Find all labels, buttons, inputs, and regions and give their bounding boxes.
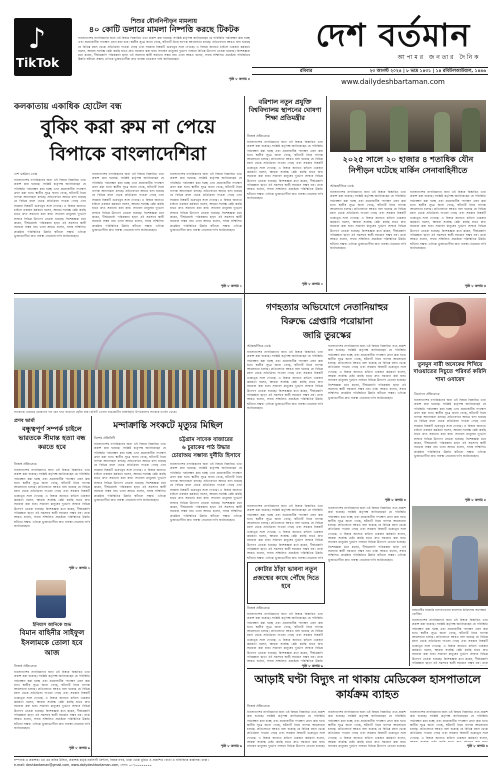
lead-kicker: কলকাতায় একাধিক হোটেল বন্ধ bbox=[14, 102, 122, 112]
monga-sub-1: চট্টগ্রাম সাবেক বাজারের bbox=[179, 437, 233, 443]
netanyahu-headline-1: গণহত্যার অভিযোগে নেতানিয়াহুর bbox=[265, 303, 389, 313]
patient-figure bbox=[452, 536, 478, 600]
monga-headline: মন্দাক্রান্তি সংকটে মৃত্যুর মিছিল bbox=[113, 421, 223, 431]
tiktok-logo bbox=[14, 18, 72, 76]
column-rule bbox=[244, 96, 245, 756]
netanyahu-byline: আন্তর্জাতিক ডেস্ক bbox=[247, 344, 271, 348]
masthead-rule-2 bbox=[252, 74, 488, 75]
tiktok-more: পৃষ্ঠা ৮ কলাম ৫ bbox=[228, 77, 250, 81]
hospital-photo bbox=[412, 506, 488, 606]
landscape-photo bbox=[14, 298, 242, 408]
hospital-col-1: বাংলাদেশের নাগরিকদের জন্য এই বিষয়ে বিস্তারিত তথ্য প্রকাশ করা হয়েছে। সংশ্লিষ্ট কর্তৃপক্ষ জানিয়েছেন যে পরিস্থিতি পর্যবেক্ষণ করা হচ্ছে এবং প্রয়োজনীয় পদক্ষেপ গ্রহণ করা হবে। স্থানীয় সূত্রে জানা গেছে, ঘটনাটি নিয়ে ব্যাপক আলোচনা চলছে। প্রতিবেদনে আরও বলা হয়েছে যে বিভিন্ন মহল থেকে প্রতিক্রিয়া পাওয়া গেছে এবং সরকার বিষয়টি গুরুত্বের সঙ্গে দেখছে। এ বিষয়ে জানতে চাইলে একজন কর্মকর্তা বলেন, আমরা সর্বোচ্চ চেষ্টা করছি যাতে দ্রুত সমাধান করা যায়। সাধারণ মানুষের দুর্ভোগ লাঘবে বিভিন্ন উদ্যোগ নেওয়া হয়েছে। bbox=[247, 710, 325, 748]
photo-caption: সাজেকে নেমেছে মেঘেদের দল যেন হাত বাড়ালে ছোঁয়া যায়। ছবিটি তোলা রাঙামাটির বাঘাইছড়ি উপজেলার সাজেক ভ্যালি থেকে। bbox=[14, 410, 178, 414]
soldier-figure bbox=[390, 106, 408, 152]
actress-hair bbox=[430, 302, 466, 326]
netanyahu-headline-2: বিরুদ্ধে গ্রেপ্তারি পরোয়ানা bbox=[280, 317, 374, 327]
lead-headline-2: বিপাকে বাংলাদেশিরা bbox=[49, 143, 207, 165]
airforce-byline: নিজস্ব প্রতিবেদক bbox=[14, 664, 37, 668]
soldier-figure bbox=[434, 112, 450, 152]
hospital-headline: আড়াই ঘণ্টা বিদ্যুৎ না থাকায় মেডিকেল হাসপাতালে কার্যক্রম ব্যাহত bbox=[254, 673, 481, 701]
actress-photo bbox=[414, 298, 486, 360]
airforce-kicker: ইনিয়াস আনিকে শুভ bbox=[32, 623, 72, 628]
us-army-byline: আন্তর্জাতিক ডেস্ক bbox=[330, 184, 354, 188]
monga-col-1: বাংলাদেশের নাগরিকদের জন্য এই বিষয়ে বিস্তারিত তথ্য প্রকাশ করা হয়েছে। সংশ্লিষ্ট কর্তৃপক্ষ জানিয়েছেন যে পরিস্থিতি পর্যবেক্ষণ করা হচ্ছে এবং প্রয়োজনীয় পদক্ষেপ গ্রহণ করা হবে। স্থানীয় সূত্রে জানা গেছে, ঘটনাটি নিয়ে ব্যাপক আলোচনা চলছে। প্রতিবেদনে আরও বলা হয়েছে যে বিভিন্ন মহল থেকে প্রতিক্রিয়া পাওয়া গেছে এবং সরকার বিষয়টি গুরুত্বের সঙ্গে দেখছে। এ বিষয়ে জানতে চাইলে একজন কর্মকর্তা বলেন, আমরা সর্বোচ্চ চেষ্টা করছি যাতে দ্রুত সমাধান করা যায়। সাধারণ মানুষের দুর্ভোগ লাঘবে বিভিন্ন উদ্যোগ নেওয়া হয়েছে। বিশেষজ্ঞরা মনে করেন, দীর্ঘমেয়াদি পরিকল্পনা ছাড়া এই সমস্যার স্থায়ী সমাধান সম্ভব নয়। তারা আরও বলেন, সবার সম্মিলিত প্রচেষ্টায় পরিস্থিতির উন্নতি ঘটানো সম্ভব। এদিকে ভুক্তভোগীরা দ্রুত ব্যবস্থা নেওয়ার দাবি জানিয়েছেন। bbox=[94, 442, 166, 502]
tiktok-icon: ♪ bbox=[28, 22, 46, 55]
masthead-title: দেশ বর্তমান bbox=[315, 16, 471, 54]
masthead-dateline: ২৩ আগস্ট ২০২৪ | ৮ ভাদ্র ১৪৩১ | ১৪ রবিউলআউয়াল, ১৪৪৬ bbox=[369, 69, 486, 74]
actress-body: বাংলাদেশের নাগরিকদের জন্য এই বিষয়ে বিস্তারিত তথ্য প্রকাশ করা হয়েছে। সংশ্লিষ্ট কর্তৃপক্ষ জানিয়েছেন যে পরিস্থিতি পর্যবেক্ষণ করা হচ্ছে এবং প্রয়োজনীয় পদক্ষেপ গ্রহণ করা হবে। স্থানীয় সূত্রে জানা গেছে, ঘটনাটি নিয়ে ব্যাপক আলোচনা চলছে। প্রতিবেদনে আরও বলা হয়েছে যে বিভিন্ন মহল থেকে প্রতিক্রিয়া পাওয়া গেছে এবং সরকার বিষয়টি গুরুত্বের সঙ্গে দেখছে। এ বিষয়ে জানতে চাইলে একজন কর্মকর্তা বলেন, আমরা সর্বোচ্চ চেষ্টা করছি যাতে দ্রুত সমাধান করা যায়। সাধারণ মানুষের দুর্ভোগ লাঘবে বিভিন্ন উদ্যোগ নেওয়া হয়েছে। বিশেষজ্ঞরা মনে করেন, দীর্ঘমেয়াদি পরিকল্পনা ছাড়া এই সমস্যার স্থায়ী সমাধান সম্ভব নয়। তারা আরও বলেন, সবার সম্মিলিত প্রচেষ্টায় পরিস্থিতির উন্নতি ঘটানো সম্ভব। এদিকে ভুক্তভোগীরা দ্রুত ব্যবস্থা নেওয়ার দাবি জানিয়েছেন। bbox=[414, 398, 486, 458]
quota-more: পৃষ্ঠা ৮ কলাম ৬ bbox=[301, 664, 323, 668]
actress-byline: বিনোদন প্রতিবেদক bbox=[414, 392, 440, 396]
quota-headline: কোটার ঠাঁড়া ভাবনা নতুন প্রজন্মের কাছে পৌঁছে দিতে হবে bbox=[252, 566, 320, 591]
airforce-photo bbox=[36, 580, 66, 618]
lead-byline: দেশ বর্তমান ডেস্ক bbox=[14, 172, 37, 176]
netanyahu-col-1: বাংলাদেশের নাগরিকদের জন্য এই বিষয়ে বিস্তারিত তথ্য প্রকাশ করা হয়েছে। সংশ্লিষ্ট কর্তৃপক্ষ জানিয়েছেন যে পরিস্থিতি পর্যবেক্ষণ করা হচ্ছে এবং প্রয়োজনীয় পদক্ষেপ গ্রহণ করা হবে। স্থানীয় সূত্রে জানা গেছে, ঘটনাটি নিয়ে ব্যাপক আলোচনা চলছে। প্রতিবেদনে আরও বলা হয়েছে যে বিভিন্ন মহল থেকে প্রতিক্রিয়া পাওয়া গেছে এবং সরকার বিষয়টি গুরুত্বের সঙ্গে দেখছে। এ বিষয়ে জানতে চাইলে একজন কর্মকর্তা বলেন, আমরা সর্বোচ্চ চেষ্টা করছি যাতে দ্রুত সমাধান করা যায়। সাধারণ মানুষের দুর্ভোগ লাঘবে বিভিন্ন উদ্যোগ নেওয়া হয়েছে। বিশেষজ্ঞরা মনে করেন, দীর্ঘমেয়াদি পরিকল্পনা ছাড়া এই সমস্যার স্থায়ী সমাধান সম্ভব নয়। তারা আরও বলেন, সবার সম্মিলিত প্রচেষ্টায় পরিস্থিতির উন্নতি ঘটানো সম্ভব। এদিকে ভুক্তভোগীরা দ্রুত ব্যবস্থা নেওয়ার দাবি জানিয়েছেন। bbox=[247, 350, 323, 410]
us-army-photo bbox=[330, 100, 486, 152]
us-army-col-2: বাংলাদেশের নাগরিকদের জন্য এই বিষয়ে বিস্তারিত তথ্য প্রকাশ করা হয়েছে। সংশ্লিষ্ট কর্তৃপক্ষ জানিয়েছেন যে পরিস্থিতি পর্যবেক্ষণ করা হচ্ছে এবং প্রয়োজনীয় পদক্ষেপ গ্রহণ করা হবে। স্থানীয় সূত্রে জানা গেছে, ঘটনাটি নিয়ে ব্যাপক আলোচনা চলছে। প্রতিবেদনে আরও বলা হয়েছে যে বিভিন্ন মহল থেকে প্রতিক্রিয়া পাওয়া গেছে এবং সরকার বিষয়টি গুরুত্বের সঙ্গে দেখছে। এ বিষয়ে জানতে চাইলে একজন কর্মকর্তা বলেন, আমরা সর্বোচ্চ চেষ্টা করছি যাতে দ্রুত সমাধান করা যায়। সাধারণ মানুষের দুর্ভোগ লাঘবে বিভিন্ন উদ্যোগ নেওয়া হয়েছে। বিশেষজ্ঞরা মনে করেন, দীর্ঘমেয়াদি পরিকল্পনা ছাড়া এই সমস্যার স্থায়ী সমাধান সম্ভব নয়। তারা আরও বলেন, সবার সম্মিলিত প্রচেষ্টায় পরিস্থিতির উন্নতি ঘটানো সম্ভব। এদিকে ভুক্তভোগীরা দ্রুত ব্যবস্থা নেওয়ার দাবি জানিয়েছেন। bbox=[410, 190, 486, 250]
masthead-rule bbox=[252, 67, 488, 68]
tech-body: বাংলাদেশের নাগরিকদের জন্য এই বিষয়ে বিস্তারিত তথ্য প্রকাশ করা হয়েছে। সংশ্লিষ্ট কর্তৃপক্ষ জানিয়েছেন যে পরিস্থিতি পর্যবেক্ষণ করা হচ্ছে এবং প্রয়োজনীয় পদক্ষেপ গ্রহণ করা হবে। স্থানীয় সূত্রে জানা গেছে, ঘটনাটি নিয়ে ব্যাপক আলোচনা চলছে। প্রতিবেদনে আরও বলা হয়েছে যে বিভিন্ন মহল থেকে প্রতিক্রিয়া পাওয়া গেছে এবং সরকার বিষয়টি গুরুত্বের সঙ্গে দেখছে। এ বিষয়ে জানতে চাইলে একজন কর্মকর্তা বলেন, আমরা সর্বোচ্চ চেষ্টা করছি যাতে দ্রুত সমাধান করা যায়। সাধারণ মানুষের দুর্ভোগ লাঘবে বিভিন্ন উদ্যোগ নেওয়া হয়েছে। বিশেষজ্ঞরা মনে করেন, দীর্ঘমেয়াদি পরিকল্পনা ছাড়া এই সমস্যার স্থায়ী সমাধান সম্ভব নয়। তারা আরও বলেন, সবার সম্মিলিত প্রচেষ্টায় পরিস্থিতির উন্নতি ঘটানো সম্ভব। এদিকে ভুক্তভোগীরা দ্রুত ব্যবস্থা নেওয়ার দাবি জানিয়েছেন। bbox=[247, 140, 323, 200]
lead-headline-1: বুকিং করা রুম না পেয়ে bbox=[40, 116, 216, 138]
border-byline: নিজস্ব প্রতিবেদক bbox=[14, 462, 37, 466]
website[interactable]: www.dailydeshbartaman.com bbox=[341, 78, 445, 86]
tiktok-box bbox=[14, 14, 250, 86]
quota-box bbox=[247, 562, 325, 604]
footer-line-2[interactable]: e-mail: deshbartaman@gmail.com, www.dailydeshbartaman.com, ফোন: ০১৭০০০০০০০০ bbox=[14, 763, 152, 767]
border-kicker: প্রণব ভার্মা bbox=[14, 418, 35, 424]
tiktok-logo-text: TikTok bbox=[16, 56, 60, 70]
border-headline: বন্ধুত্বপূর্ণ সম্পর্ক চাইলে ভারতকে সীমান্ত হত্যা বন্ধ করতে হবে bbox=[18, 425, 86, 451]
footer-line-1: সম্পাদক ও প্রকাশক: এম এম জহির উদ্দিন, প্রকাশক কর্তৃক নরসিংদী প্রিন্টার্স, বিজয় নগর, ঢাকা থেকে মুদ্রিত ও প্রকাশিত। বার্তা ও বাণিজ্যিক কার্যালয়: ঢাকা। bbox=[14, 758, 209, 762]
lead-more: পৃষ্ঠা ৮ কলাম ১ bbox=[220, 284, 242, 288]
soldier-figure bbox=[462, 108, 480, 152]
monga-sub-2: ৬ চুরাকের পাঠ উদ্ধার bbox=[181, 445, 230, 451]
hospital-caption: রাজধানীর সরকারি হাসপাতালের বারান্দায় চিকিৎসার অপেক্ষায় রোগীরা। bbox=[412, 608, 487, 616]
border-more: পৃষ্ঠা ৮ কলাম ২ bbox=[68, 566, 90, 570]
hospital-col-2: বাংলাদেশের নাগরিকদের জন্য এই বিষয়ে বিস্তারিত তথ্য প্রকাশ করা হয়েছে। সংশ্লিষ্ট কর্তৃপক্ষ জানিয়েছেন যে পরিস্থিতি পর্যবেক্ষণ করা হচ্ছে এবং প্রয়োজনীয় পদক্ষেপ গ্রহণ করা হবে। স্থানীয় সূত্রে জানা গেছে, ঘটনাটি নিয়ে ব্যাপক আলোচনা চলছে। প্রতিবেদনে আরও বলা হয়েছে যে বিভিন্ন মহল থেকে প্রতিক্রিয়া পাওয়া গেছে এবং সরকার বিষয়টি গুরুত্বের সঙ্গে দেখছে। এ বিষয়ে জানতে চাইলে একজন কর্মকর্তা বলেন, আমরা সর্বোচ্চ চেষ্টা করছি যাতে দ্রুত সমাধান করা যায়। সাধারণ মানুষের দুর্ভোগ লাঘবে বিভিন্ন উদ্যোগ নেওয়া হয়েছে। bbox=[328, 710, 406, 748]
lead-col-1: বাংলাদেশের নাগরিকদের জন্য এই বিষয়ে বিস্তারিত তথ্য প্রকাশ করা হয়েছে। সংশ্লিষ্ট কর্তৃপক্ষ জানিয়েছেন যে পরিস্থিতি পর্যবেক্ষণ করা হচ্ছে এবং প্রয়োজনীয় পদক্ষেপ গ্রহণ করা হবে। স্থানীয় সূত্রে জানা গেছে, ঘটনাটি নিয়ে ব্যাপক আলোচনা চলছে। প্রতিবেদনে আরও বলা হয়েছে যে বিভিন্ন মহল থেকে প্রতিক্রিয়া পাওয়া গেছে এবং সরকার বিষয়টি গুরুত্বের সঙ্গে দেখছে। এ বিষয়ে জানতে চাইলে একজন কর্মকর্তা বলেন, আমরা সর্বোচ্চ চেষ্টা করছি যাতে দ্রুত সমাধান করা যায়। সাধারণ মানুষের দুর্ভোগ লাঘবে বিভিন্ন উদ্যোগ নেওয়া হয়েছে। বিশেষজ্ঞরা মনে করেন, দীর্ঘমেয়াদি পরিকল্পনা ছাড়া এই সমস্যার স্থায়ী সমাধান সম্ভব নয়। তারা আরও বলেন, সবার সম্মিলিত প্রচেষ্টায় পরিস্থিতির উন্নতি ঘটানো সম্ভব। এদিকে ভুক্তভোগীরা দ্রুত ব্যবস্থা নেওয়ার দাবি জানিয়েছেন। bbox=[14, 178, 86, 238]
airforce-more: পৃষ্ঠা ৮ কলাম ৬ bbox=[68, 746, 90, 750]
netanyahu-col-2: বাংলাদেশের নাগরিকদের জন্য এই বিষয়ে বিস্তারিত তথ্য প্রকাশ করা হয়েছে। সংশ্লিষ্ট কর্তৃপক্ষ জানিয়েছেন যে পরিস্থিতি পর্যবেক্ষণ করা হচ্ছে এবং প্রয়োজনীয় পদক্ষেপ গ্রহণ করা হবে। স্থানীয় সূত্রে জানা গেছে, ঘটনাটি নিয়ে ব্যাপক আলোচনা চলছে। প্রতিবেদনে আরও বলা হয়েছে যে বিভিন্ন মহল থেকে প্রতিক্রিয়া পাওয়া গেছে এবং সরকার বিষয়টি গুরুত্বের সঙ্গে দেখছে। এ বিষয়ে জানতে চাইলে একজন কর্মকর্তা বলেন, আমরা সর্বোচ্চ চেষ্টা করছি যাতে দ্রুত সমাধান করা যায়। সাধারণ মানুষের দুর্ভোগ লাঘবে বিভিন্ন উদ্যোগ নেওয়া হয়েছে। বিশেষজ্ঞরা মনে করেন, দীর্ঘমেয়াদি পরিকল্পনা ছাড়া এই সমস্যার স্থায়ী সমাধান সম্ভব নয়। তারা আরও বলেন, সবার সম্মিলিত প্রচেষ্টায় পরিস্থিতির উন্নতি ঘটানো সম্ভব। এদিকে ভুক্তভোগীরা দ্রুত ব্যবস্থা নেওয়ার দাবি জানিয়েছেন। bbox=[328, 344, 406, 400]
masthead-day: রবিবার bbox=[300, 69, 313, 74]
lead-col-3: বাংলাদেশের নাগরিকদের জন্য এই বিষয়ে বিস্তারিত তথ্য প্রকাশ করা হয়েছে। সংশ্লিষ্ট কর্তৃপক্ষ জানিয়েছেন যে পরিস্থিতি পর্যবেক্ষণ করা হচ্ছে এবং প্রয়োজনীয় পদক্ষেপ গ্রহণ করা হবে। স্থানীয় সূত্রে জানা গেছে, ঘটনাটি নিয়ে ব্যাপক আলোচনা চলছে। প্রতিবেদনে আরও বলা হয়েছে যে বিভিন্ন মহল থেকে প্রতিক্রিয়া পাওয়া গেছে এবং সরকার বিষয়টি গুরুত্বের সঙ্গে দেখছে। এ বিষয়ে জানতে চাইলে একজন কর্মকর্তা বলেন, আমরা সর্বোচ্চ চেষ্টা করছি যাতে দ্রুত সমাধান করা যায়। সাধারণ মানুষের দুর্ভোগ লাঘবে বিভিন্ন উদ্যোগ নেওয়া হয়েছে। বিশেষজ্ঞরা মনে করেন, দীর্ঘমেয়াদি পরিকল্পনা ছাড়া এই সমস্যার স্থায়ী সমাধান সম্ভব নয়। তারা আরও বলেন, সবার সম্মিলিত প্রচেষ্টায় পরিস্থিতির উন্নতি ঘটানো সম্ভব। এদিকে ভুক্তভোগীরা দ্রুত ব্যবস্থা নেওয়ার দাবি জানিয়েছেন। bbox=[170, 172, 242, 232]
column-rule bbox=[409, 296, 410, 666]
airforce-headline: বিমান বাহিনীর সাইফুল ইসলামকে তোলা হবে আজ bbox=[19, 628, 85, 657]
tech-more: পৃষ্ঠা ৮ কলাম ২ bbox=[301, 282, 323, 286]
crowd bbox=[14, 370, 242, 408]
airforce-body: বাংলাদেশের নাগরিকদের জন্য এই বিষয়ে বিস্তারিত তথ্য প্রকাশ করা হয়েছে। সংশ্লিষ্ট কর্তৃপক্ষ জানিয়েছেন যে পরিস্থিতি পর্যবেক্ষণ করা হচ্ছে এবং প্রয়োজনীয় পদক্ষেপ গ্রহণ করা হবে। স্থানীয় সূত্রে জানা গেছে, ঘটনাটি নিয়ে ব্যাপক আলোচনা চলছে। প্রতিবেদনে আরও বলা হয়েছে যে বিভিন্ন মহল থেকে প্রতিক্রিয়া পাওয়া গেছে এবং সরকার বিষয়টি গুরুত্বের সঙ্গে দেখছে। এ বিষয়ে জানতে চাইলে একজন কর্মকর্তা বলেন, আমরা সর্বোচ্চ চেষ্টা করছি যাতে দ্রুত সমাধান করা যায়। সাধারণ মানুষের দুর্ভোগ লাঘবে বিভিন্ন উদ্যোগ নেওয়া হয়েছে। বিশেষজ্ঞরা মনে করেন, দীর্ঘমেয়াদি পরিকল্পনা ছাড়া এই সমস্যার স্থায়ী সমাধান সম্ভব নয়। তারা আরও বলেন, সবার সম্মিলিত প্রচেষ্টায় পরিস্থিতির উন্নতি ঘটানো সম্ভব। এদিকে ভুক্তভোগীরা দ্রুত ব্যবস্থা নেওয়ার দাবি জানিয়েছেন। bbox=[14, 670, 90, 730]
masthead-tagline: আপামর জনতার দৈনিক bbox=[397, 54, 481, 61]
tech-byline: নিজস্ব প্রতিবেদক bbox=[247, 134, 270, 138]
actress-headline: তুনমুন নারী অনেকের শিখিয়ে দাওয়াতের নিচুতে পরিবর্ত করিনি শামা ওবায়েদ bbox=[413, 362, 487, 383]
netanyahu-more: পৃষ্ঠা ৮ কলাম ৪ bbox=[384, 498, 406, 502]
netanyahu-headline-3: জারি তুরস্কের bbox=[302, 331, 352, 341]
tiktok-body: বাংলাদেশের নাগরিকদের জন্য এই বিষয়ে বিস্তারিত তথ্য প্রকাশ করা হয়েছে। সংশ্লিষ্ট কর্তৃপক্ষ জানিয়েছেন যে পরিস্থিতি পর্যবেক্ষণ করা হচ্ছে এবং প্রয়োজনীয় পদক্ষেপ গ্রহণ করা হবে। স্থানীয় সূত্রে জানা গেছে, ঘটনাটি নিয়ে ব্যাপক আলোচনা চলছে। প্রতিবেদনে আরও বলা হয়েছে যে বিভিন্ন মহল থেকে প্রতিক্রিয়া পাওয়া গেছে এবং সরকার বিষয়টি গুরুত্বের সঙ্গে দেখছে। এ বিষয়ে জানতে চাইলে একজন কর্মকর্তা বলেন, আমরা সর্বোচ্চ চেষ্টা করছি যাতে দ্রুত সমাধান করা যায়। সাধারণ মানুষের দুর্ভোগ লাঘবে বিভিন্ন উদ্যোগ নেওয়া হয়েছে। বিশেষজ্ঞরা মনে করেন, দীর্ঘমেয়াদি পরিকল্পনা ছাড়া এই সমস্যার স্থায়ী সমাধান সম্ভব নয়। তারা আরও বলেন, সবার সম্মিলিত প্রচেষ্টায় পরিস্থিতির উন্নতি ঘটানো সম্ভব। এদিকে ভুক্তভোগীরা দ্রুত ব্যবস্থা নেওয়ার দাবি জানিয়েছেন। bbox=[78, 36, 250, 62]
patient-figure bbox=[420, 546, 444, 596]
hospital-rule bbox=[247, 668, 488, 669]
hospital-byline: নিজস্ব প্রতিবেদক bbox=[247, 704, 270, 708]
us-army-col-1: বাংলাদেশের নাগরিকদের জন্য এই বিষয়ে বিস্তারিত তথ্য প্রকাশ করা হয়েছে। সংশ্লিষ্ট কর্তৃপক্ষ জানিয়েছেন যে পরিস্থিতি পর্যবেক্ষণ করা হচ্ছে এবং প্রয়োজনীয় পদক্ষেপ গ্রহণ করা হবে। স্থানীয় সূত্রে জানা গেছে, ঘটনাটি নিয়ে ব্যাপক আলোচনা চলছে। প্রতিবেদনে আরও বলা হয়েছে যে বিভিন্ন মহল থেকে প্রতিক্রিয়া পাওয়া গেছে এবং সরকার বিষয়টি গুরুত্বের সঙ্গে দেখছে। এ বিষয়ে জানতে চাইলে একজন কর্মকর্তা বলেন, আমরা সর্বোচ্চ চেষ্টা করছি যাতে দ্রুত সমাধান করা যায়। সাধারণ মানুষের দুর্ভোগ লাঘবে বিভিন্ন উদ্যোগ নেওয়া হয়েছে। বিশেষজ্ঞরা মনে করেন, দীর্ঘমেয়াদি পরিকল্পনা ছাড়া এই সমস্যার স্থায়ী সমাধান সম্ভব নয়। তারা আরও বলেন, সবার সম্মিলিত প্রচেষ্টায় পরিস্থিতির উন্নতি ঘটানো সম্ভব। এদিকে ভুক্তভোগীরা দ্রুত ব্যবস্থা নেওয়ার দাবি জানিয়েছেন। bbox=[330, 190, 406, 250]
monga-sub-3: চোরাঅয় সম্ভাব্য দুর্নীতি হিসাবে bbox=[171, 453, 241, 459]
us-army-headline: ২০২৫ সালে ২০ হাজার ৪ শতাধিক যৌন নিপীড়ন ঘটেছে মার্কিন সেনাবাহিনীতে bbox=[342, 155, 474, 175]
lead-col-2: বাংলাদেশের নাগরিকদের জন্য এই বিষয়ে বিস্তারিত তথ্য প্রকাশ করা হয়েছে। সংশ্লিষ্ট কর্তৃপক্ষ জানিয়েছেন যে পরিস্থিতি পর্যবেক্ষণ করা হচ্ছে এবং প্রয়োজনীয় পদক্ষেপ গ্রহণ করা হবে। স্থানীয় সূত্রে জানা গেছে, ঘটনাটি নিয়ে ব্যাপক আলোচনা চলছে। প্রতিবেদনে আরও বলা হয়েছে যে বিভিন্ন মহল থেকে প্রতিক্রিয়া পাওয়া গেছে এবং সরকার বিষয়টি গুরুত্বের সঙ্গে দেখছে। এ বিষয়ে জানতে চাইলে একজন কর্মকর্তা বলেন, আমরা সর্বোচ্চ চেষ্টা করছি যাতে দ্রুত সমাধান করা যায়। সাধারণ মানুষের দুর্ভোগ লাঘবে বিভিন্ন উদ্যোগ নেওয়া হয়েছে। বিশেষজ্ঞরা মনে করেন, দীর্ঘমেয়াদি পরিকল্পনা ছাড়া এই সমস্যার স্থায়ী সমাধান সম্ভব নয়। তারা আরও বলেন, সবার সম্মিলিত প্রচেষ্টায় পরিস্থিতির উন্নতি ঘটানো সম্ভব। এদিকে ভুক্তভোগীরা দ্রুত ব্যবস্থা নেওয়ার দাবি জানিয়েছেন। bbox=[92, 172, 164, 232]
monga-col-2: বাংলাদেশের নাগরিকদের জন্য এই বিষয়ে বিস্তারিত তথ্য প্রকাশ করা হয়েছে। সংশ্লিষ্ট কর্তৃপক্ষ জানিয়েছেন যে পরিস্থিতি পর্যবেক্ষণ করা হচ্ছে এবং প্রয়োজনীয় পদক্ষেপ গ্রহণ করা হবে। স্থানীয় সূত্রে জানা গেছে, ঘটনাটি নিয়ে ব্যাপক আলোচনা চলছে। প্রতিবেদনে আরও বলা হয়েছে যে বিভিন্ন মহল থেকে প্রতিক্রিয়া পাওয়া গেছে এবং সরকার বিষয়টি গুরুত্বের সঙ্গে দেখছে। এ বিষয়ে জানতে চাইলে একজন কর্মকর্তা বলেন, আমরা সর্বোচ্চ চেষ্টা করছি যাতে দ্রুত সমাধান করা যায়। সাধারণ মানুষের দুর্ভোগ লাঘবে বিভিন্ন উদ্যোগ নেওয়া হয়েছে। বিশেষজ্ঞরা মনে করেন, দীর্ঘমেয়াদি পরিকল্পনা ছাড়া এই সমস্যার স্থায়ী সমাধান সম্ভব নয়। তারা আরও বলেন, সবার সম্মিলিত প্রচেষ্টায় পরিস্থিতির উন্নতি ঘটানো সম্ভব। এদিকে ভুক্তভোগীরা দ্রুত ব্যবস্থা নেওয়ার দাবি জানিয়েছেন। bbox=[170, 462, 242, 522]
tiktok-headline: ৪০ কোটি ডলারে মামলা নিষ্পত্তি করছে টিকটক bbox=[88, 25, 240, 34]
hospital-side-body: বাংলাদেশের নাগরিকদের জন্য এই বিষয়ে বিস্তারিত তথ্য প্রকাশ করা হয়েছে। সংশ্লিষ্ট কর্তৃপক্ষ জানিয়েছেন যে পরিস্থিতি পর্যবেক্ষণ করা হচ্ছে এবং প্রয়োজনীয় পদক্ষেপ গ্রহণ করা হবে। স্থানীয় সূত্রে জানা গেছে, ঘটনাটি নিয়ে ব্যাপক আলোচনা চলছে। প্রতিবেদনে আরও বলা হয়েছে যে বিভিন্ন মহল থেকে প্রতিক্রিয়া পাওয়া গেছে এবং সরকার বিষয়টি গুরুত্বের সঙ্গে দেখছে। এ বিষয়ে জানতে চাইলে একজন কর্মকর্তা বলেন, আমরা সর্বোচ্চ চেষ্টা করছি যাতে দ্রুত সমাধান করা যায়। সাধারণ মানুষের দুর্ভোগ লাঘবে বিভিন্ন উদ্যোগ নেওয়া হয়েছে। বিশেষজ্ঞরা মনে করেন, দীর্ঘমেয়াদি পরিকল্পনা ছাড়া এই সমস্যার স্থায়ী সমাধান সম্ভব নয়। তারা bbox=[412, 618, 488, 665]
quota-body: বাংলাদেশের নাগরিকদের জন্য এই বিষয়ে বিস্তারিত তথ্য প্রকাশ করা হয়েছে। সংশ্লিষ্ট কর্তৃপক্ষ জানিয়েছেন যে পরিস্থিতি পর্যবেক্ষণ করা হচ্ছে এবং প্রয়োজনীয় পদক্ষেপ গ্রহণ করা হবে। স্থানীয় সূত্রে জানা গেছে, ঘটনাটি নিয়ে ব্যাপক আলোচনা চলছে। প্রতিবেদনে আরও বলা হয়েছে যে বিভিন্ন মহল থেকে প্রতিক্রিয়া পাওয়া গেছে এবং সরকার বিষয়টি গুরুত্বের সঙ্গে দেখছে। এ বিষয়ে জানতে চাইলে একজন কর্মকর্তা বলেন, আমরা সর্বোচ্চ চেষ্টা করছি যাতে দ্রুত সমাধান করা যায়। সাধারণ মানুষের দুর্ভোগ লাঘবে বিভিন্ন উদ্যোগ নেওয়া হয়েছে। বিশেষজ্ঞরা মনে করেন, দীর্ঘমেয়াদি পরিকল্পনা ছাড়া এই সমস্যার স্থায়ী সমাধান সম্ভব নয়। তারা আরও বলেন, সবার সম্মিলিত প্রচেষ্টায় পরিস্থিতির উন্নতি bbox=[247, 612, 323, 664]
footer-rule bbox=[14, 756, 488, 757]
border-body: বাংলাদেশের নাগরিকদের জন্য এই বিষয়ে বিস্তারিত তথ্য প্রকাশ করা হয়েছে। সংশ্লিষ্ট কর্তৃপক্ষ জানিয়েছেন যে পরিস্থিতি পর্যবেক্ষণ করা হচ্ছে এবং প্রয়োজনীয় পদক্ষেপ গ্রহণ করা হবে। স্থানীয় সূত্রে জানা গেছে, ঘটনাটি নিয়ে ব্যাপক আলোচনা চলছে। প্রতিবেদনে আরও বলা হয়েছে যে বিভিন্ন মহল থেকে প্রতিক্রিয়া পাওয়া গেছে এবং সরকার বিষয়টি গুরুত্বের সঙ্গে দেখছে। এ বিষয়ে জানতে চাইলে একজন কর্মকর্তা বলেন, আমরা সর্বোচ্চ চেষ্টা করছি যাতে দ্রুত সমাধান করা যায়। সাধারণ মানুষের দুর্ভোগ লাঘবে বিভিন্ন উদ্যোগ নেওয়া হয়েছে। বিশেষজ্ঞরা মনে করেন, দীর্ঘমেয়াদি পরিকল্পনা ছাড়া এই সমস্যার স্থায়ী সমাধান সম্ভব নয়। তারা আরও বলেন, সবার সম্মিলিত প্রচেষ্টায় পরিস্থিতির উন্নতি ঘটানো সম্ভব। এদিকে ভুক্তভোগীরা দ্রুত ব্যবস্থা নেওয়ার দাবি জানিয়েছেন। bbox=[14, 468, 90, 528]
hospital-col-3: বাংলাদেশের নাগরিকদের জন্য এই বিষয়ে বিস্তারিত তথ্য প্রকাশ করা হয়েছে। সংশ্লিষ্ট কর্তৃপক্ষ জানিয়েছেন যে পরিস্থিতি পর্যবেক্ষণ করা হচ্ছে এবং প্রয়োজনীয় পদক্ষেপ গ্রহণ করা হবে। স্থানীয় সূত্রে জানা গেছে, ঘটনাটি নিয়ে ব্যাপক আলোচনা চলছে। প্রতিবেদনে আরও বলা হয়েছে যে বিভিন্ন মহল থেকে প্রতিক্রিয়া পাওয়া গেছে এবং সরকার বিষয়টি গুরুত্বের সঙ্গে দেখছে। এ বিষয়ে জানতে চাইলে একজন কর্মকর্তা বলেন, bbox=[410, 710, 488, 740]
hospital-more: পৃষ্ঠা ৮ কলাম ৪ bbox=[466, 744, 488, 748]
section-rule bbox=[14, 293, 486, 294]
column-rule bbox=[326, 96, 327, 292]
monga-more: পৃষ্ঠা ৮ কলাম ৬ bbox=[220, 744, 242, 748]
actress-more: পৃষ্ঠা ৮ কলাম ৫ bbox=[464, 498, 486, 502]
soldier-figure bbox=[350, 110, 366, 150]
tiktok-label: শিশুর যৌননিপীড়ন মামলায় bbox=[130, 18, 198, 25]
tech-box bbox=[247, 98, 323, 290]
quota-byline: নিজস্ব প্রতিবেদক bbox=[247, 606, 270, 610]
netanyahu-col-3: বাংলাদেশের নাগরিকদের জন্য এই বিষয়ে বিস্তারিত তথ্য প্রকাশ করা হয়েছে। সংশ্লিষ্ট কর্তৃপক্ষ জানিয়েছেন যে পরিস্থিতি পর্যবেক্ষণ করা হচ্ছে এবং প্রয়োজনীয় পদক্ষেপ গ্রহণ করা হবে। স্থানীয় সূত্রে জানা গেছে, ঘটনাটি নিয়ে ব্যাপক আলোচনা চলছে। প্রতিবেদনে আরও বলা হয়েছে যে বিভিন্ন মহল থেকে প্রতিক্রিয়া পাওয়া গেছে এবং সরকার বিষয়টি গুরুত্বের সঙ্গে দেখছে। এ বিষয়ে জানতে চাইলে একজন কর্মকর্তা বলেন, আমরা সর্বোচ্চ চেষ্টা করছি যাতে দ্রুত সমাধান করা যায়। সাধারণ মানুষের দুর্ভোগ লাঘবে বিভিন্ন উদ্যোগ নেওয়া হয়েছে। বিশেষজ্ঞরা মনে করেন, দীর্ঘমেয়াদি পরিকল্পনা ছাড়া এই সমস্যার স্থায়ী সমাধান সম্ভব নয়। তারা আরও বলেন, সবার সম্মিলিত প্রচেষ্টায় পরিস্থিতির উন্নতি ঘটানো সম্ভব। এদিকে ভুক্তভোগীরা দ্রুত ব্যবস্থা নেওয়ার দাবি bbox=[247, 504, 323, 560]
mid-col-body: বাংলাদেশের নাগরিকদের জন্য এই বিষয়ে বিস্তারিত তথ্য প্রকাশ করা হয়েছে। সংশ্লিষ্ট কর্তৃপক্ষ জানিয়েছেন যে পরিস্থিতি পর্যবেক্ষণ করা হচ্ছে এবং প্রয়োজনীয় পদক্ষেপ গ্রহণ করা হবে। স্থানীয় সূত্রে জানা গেছে, ঘটনাটি নিয়ে ব্যাপক আলোচনা চলছে। প্রতিবেদনে আরও বলা হয়েছে যে বিভিন্ন মহল থেকে প্রতিক্রিয়া পাওয়া গেছে এবং সরকার বিষয়টি গুরুত্বের সঙ্গে দেখছে। এ বিষয়ে জানতে চাইলে একজন কর্মকর্তা বলেন, আমরা সর্বোচ্চ চেষ্টা করছি যাতে দ্রুত সমাধান করা যায়। সাধারণ মানুষের দুর্ভোগ লাঘবে বিভিন্ন উদ্যোগ নেওয়া হয়েছে। বিশেষজ্ঞরা মনে করেন, দীর্ঘমেয়াদি পরিকল্পনা ছাড়া এই সমস্যার স্থায়ী সমাধান সম্ভব নয়। তারা আরও বলেন, সবার সম্মিলিত প্রচেষ্টায় পরিস্থিতির উন্নতি ঘটানো সম্ভব। এদিকে ভুক্তভোগীরা দ্রুত ব্যবস্থা নেওয়ার দাবি জানিয়েছেন। bbox=[328, 506, 406, 562]
us-army-more: পৃষ্ঠা ৮ কলাম ৩ bbox=[464, 284, 486, 288]
column-rule bbox=[91, 416, 92, 756]
monga-byline: বিশেষ প্রতিনিধি bbox=[94, 436, 116, 440]
tech-headline: বরিশাল নতুন প্রযুক্তি বিশ্ববিদ্যালয় স্থাপনের ঘোষণা শিক্ষা প্রতিমন্ত্রীর bbox=[248, 98, 322, 122]
